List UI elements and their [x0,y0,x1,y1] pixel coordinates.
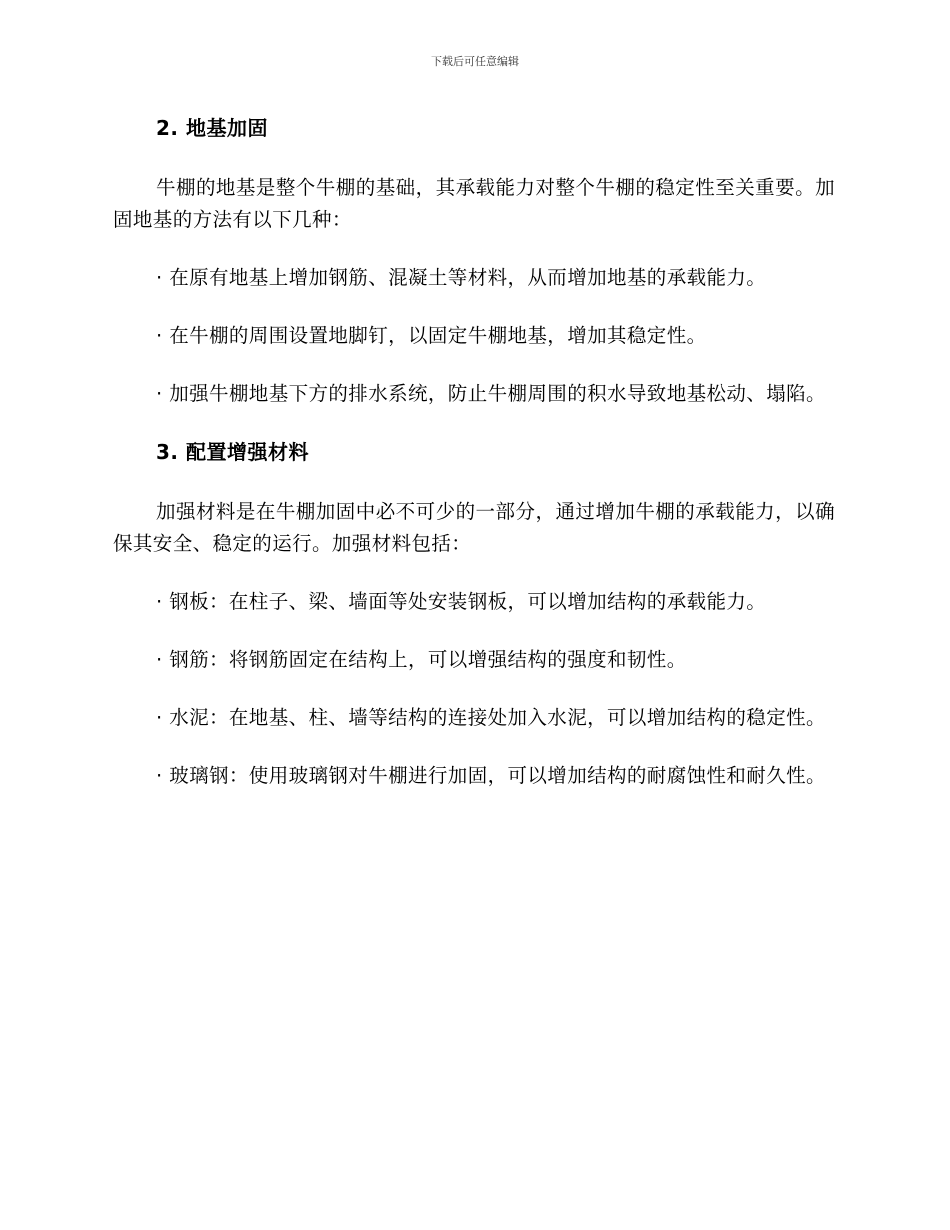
section-2-intro: 牛棚的地基是整个牛棚的基础，其承载能力对整个牛棚的稳定性至关重要。加固地基的方法有以下几种： [113,176,835,231]
section-3-item-3: · 水泥：在地基、柱、墙等结构的连接处加入水泥，可以增加结构的稳定性。 [156,706,826,729]
section-2-heading: 2. 地基加固 [156,116,268,140]
section-3-item-1: · 钢板：在柱子、梁、墙面等处安装钢板，可以增加结构的承载能力。 [156,590,767,613]
section-3-intro: 加强材料是在牛棚加固中必不可少的一部分，通过增加牛棚的承载能力，以确保其安全、稳定的运行。加强材料包括： [113,500,835,555]
section-2-item-3: · 加强牛棚地基下方的排水系统，防止牛棚周围的积水导致地基松动、塌陷。 [156,382,826,405]
section-2-item-1: · 在原有地基上增加钢筋、混凝土等材料，从而增加地基的承载能力。 [156,266,767,289]
section-3-item-4: · 玻璃钢：使用玻璃钢对牛棚进行加固，可以增加结构的耐腐蚀性和耐久性。 [156,764,826,787]
section-3-item-2: · 钢筋：将钢筋固定在结构上，可以增强结构的强度和韧性。 [156,648,687,671]
document-body [113,112,835,818]
page-header-note: 下载后可任意编辑 [431,55,519,68]
section-3-heading: 3. 配置增强材料 [156,440,309,464]
section-2-item-2: · 在牛棚的周围设置地脚钉，以固定牛棚地基，增加其稳定性。 [156,324,707,347]
